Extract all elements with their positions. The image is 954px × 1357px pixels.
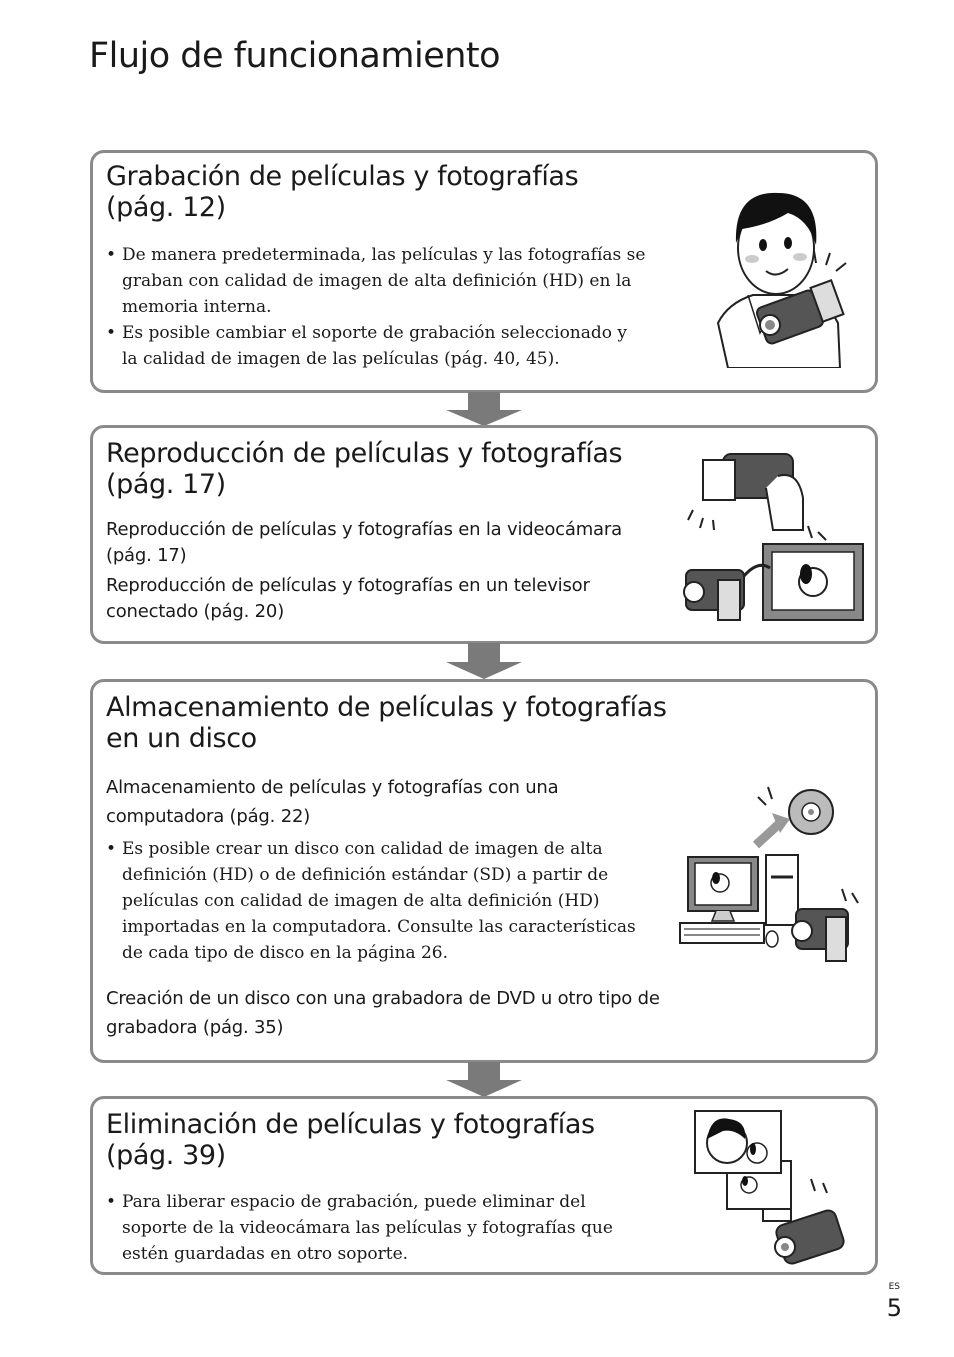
section-title-line1: Reproducción de películas y fotografías — [106, 438, 623, 469]
bullet-list — [106, 1189, 656, 1267]
section-title-line2: en un disco — [106, 723, 257, 754]
page-number: 5 — [886, 1294, 902, 1322]
bullet-item: • Es posible crear un disco con calidad de imagen de alta definición (HD) o de definición estándar (SD) a partir de películas con calidad de imagen de alta definición (HD) importadas en la computadora. Consulte las características de cada tipo de disco en la página 26. — [106, 836, 656, 966]
section-title — [106, 438, 622, 500]
section-title — [106, 692, 667, 754]
bullet-item: • Es posible cambiar el soporte de grabación seleccionado y la calidad de imagen de las películas (pág. 40, 45). — [106, 320, 646, 372]
page-title: Flujo de funcionamiento — [89, 36, 501, 76]
section-title-line2: (pág. 12) — [106, 192, 226, 223]
section-title-line2: (pág. 39) — [106, 1140, 226, 1171]
section-title-line1: Eliminación de películas y fotografías — [106, 1109, 595, 1140]
photos-camcorder-illustration — [693, 1109, 863, 1269]
section-recording — [90, 150, 878, 393]
section-title — [106, 161, 578, 223]
flow-arrow-down — [446, 1062, 522, 1097]
playback-camera-item: Reproducción de películas y fotografías en la videocámara (pág. 17) — [106, 519, 622, 566]
camcorder-tv-illustration — [678, 440, 868, 632]
language-code: ES — [888, 1282, 900, 1292]
computer-disc-illustration — [676, 777, 871, 972]
person-recording-illustration — [708, 183, 848, 368]
section-title-line2: (pág. 17) — [106, 469, 226, 500]
playback-tv-item: Reproducción de películas y fotografías en un televisor conectado (pág. 20) — [106, 575, 590, 622]
flow-arrow-down — [446, 392, 522, 426]
flow-arrow-down — [446, 643, 522, 679]
section-title-line1: Grabación de películas y fotografías — [106, 161, 579, 192]
computer-storage-subhead: Almacenamiento de películas y fotografías con una computadora (pág. 22) — [106, 777, 559, 827]
section-disc-storage — [90, 679, 878, 1063]
section-playback — [90, 425, 878, 644]
section-title — [106, 1109, 595, 1171]
section-deletion — [90, 1096, 878, 1275]
bullet-list — [106, 836, 656, 966]
section-title-line1: Almacenamiento de películas y fotografías — [106, 692, 667, 723]
bullet-list — [106, 242, 646, 372]
dvd-recorder-subhead: Creación de un disco con una grabadora de DVD u otro tipo de grabadora (pág. 35) — [106, 988, 660, 1038]
bullet-item: • De manera predeterminada, las películas y las fotografías se graban con calidad de imagen de alta definición (HD) en la memoria interna. — [106, 242, 646, 320]
bullet-item: • Para liberar espacio de grabación, puede eliminar del soporte de la videocámara las películas y fotografías que estén guardadas en otro soporte. — [106, 1189, 656, 1267]
